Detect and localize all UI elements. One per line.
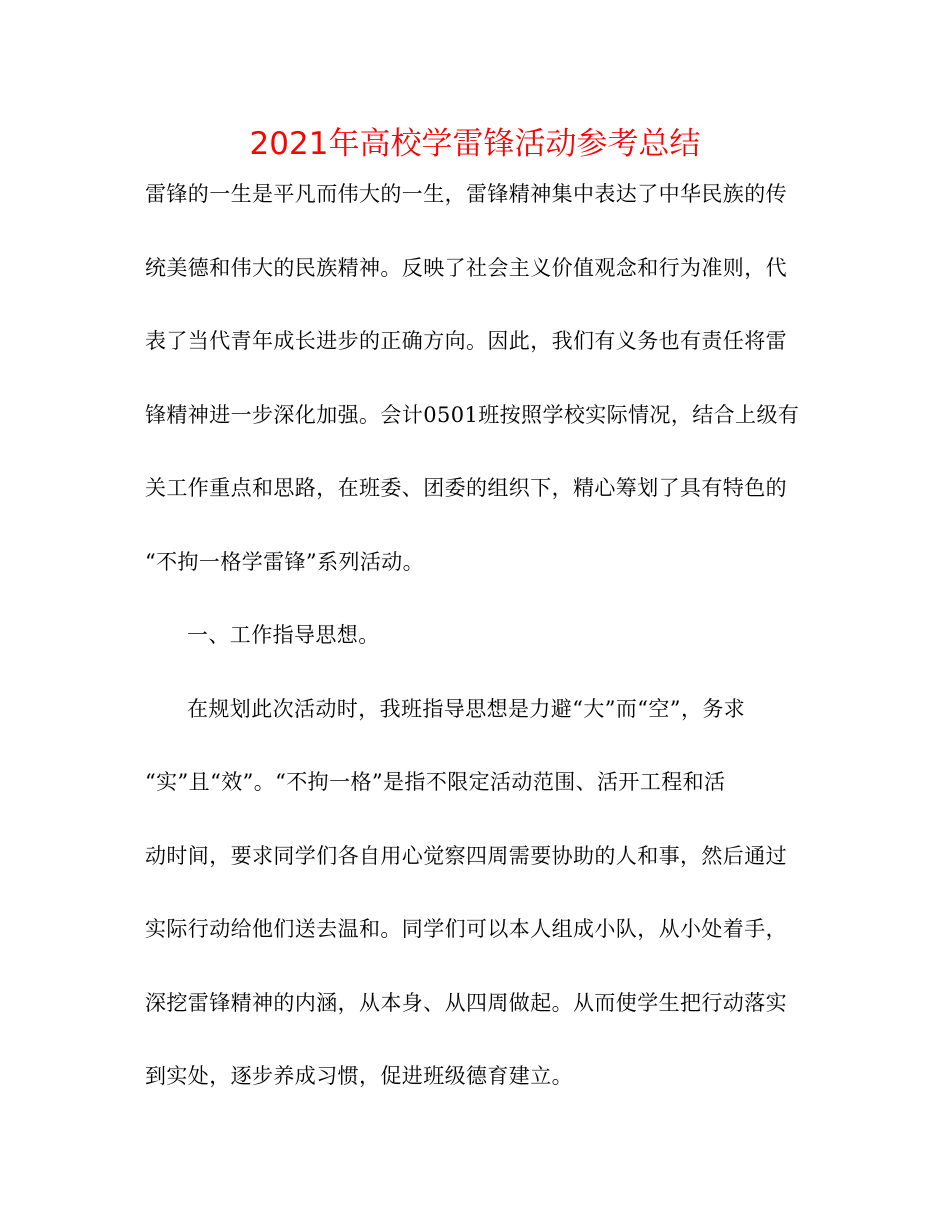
paragraph-line: 统美德和伟大的民族精神。反映了社会主义价值观念和行为准则，代 [145, 255, 787, 280]
paragraph-line: 在规划此次活动时，我班指导思想是力避“大”而“空”，务求 [187, 696, 746, 721]
section-heading: 一、工作指导思想。 [187, 623, 380, 647]
document-title: 2021年高校学雷锋活动参考总结 [249, 126, 701, 162]
paragraph-line: 雷锋的一生是平凡而伟大的一生，雷锋精神集中表达了中华民族的传 [145, 182, 787, 206]
paragraph-line: 关工作重点和思路，在班委、团委的组织下，精心筹划了具有特色的 [145, 476, 787, 500]
paragraph-line: 实际行动给他们送去温和。同学们可以本人组成小队，从小处着手， [145, 917, 787, 941]
paragraph-line: “实”且“效”。“不拘一格”是指不限定活动范围、活开工程和活 [145, 770, 726, 794]
paragraph-line: 动时间，要求同学们各自用心觉察四周需要协助的人和事，然后通过 [145, 843, 787, 868]
paragraph-line: “不拘一格学雷锋”系列活动。 [145, 549, 425, 574]
paragraph-line: 表了当代青年成长进步的正确方向。因此，我们有义务也有责任将雷 [145, 329, 787, 353]
document-body [145, 172, 809, 1128]
paragraph-line: 深挖雷锋精神的内涵，从本身、从四周做起。从而使学生把行动落实 [145, 990, 787, 1015]
paragraph-line: 锋精神进一步深化加强。会计0501班按照学校实际情况，结合上级有 [145, 402, 800, 427]
paragraph-line: 到实处，逐步养成习惯，促进班级德育建立。 [145, 1064, 573, 1088]
